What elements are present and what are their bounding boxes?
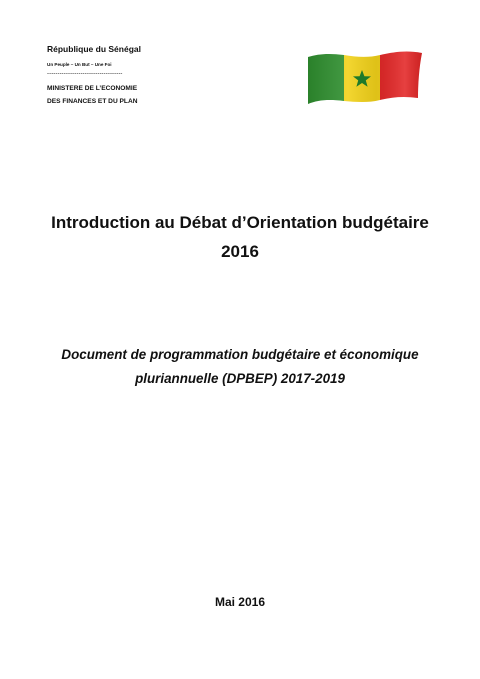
- ministry-name: [47, 82, 157, 108]
- national-motto: Un Peuple – Un But – Une Foi: [47, 62, 112, 67]
- document-title: [20, 208, 460, 266]
- document-subtitle-line-1: Document de programmation budgétaire et économique: [61, 347, 419, 362]
- ministry-line-2: DES FINANCES ET DU PLAN: [47, 98, 138, 105]
- document-title-line-2: 2016: [221, 242, 259, 261]
- document-title-line-1: Introduction au Débat d’Orientation budgétaire: [51, 213, 429, 232]
- header-divider: ------------------------------------: [47, 71, 123, 77]
- country-name: République du Sénégal: [47, 44, 141, 54]
- ministry-line-1: MINISTERE DE L’ECONOMIE: [47, 85, 138, 92]
- document-subtitle: [20, 343, 460, 391]
- publication-date: Mai 2016: [214, 595, 266, 609]
- document-subtitle-line-2: pluriannuelle (DPBEP) 2017-2019: [135, 371, 345, 386]
- senegal-flag-icon: [306, 50, 424, 106]
- header-block: [47, 44, 157, 108]
